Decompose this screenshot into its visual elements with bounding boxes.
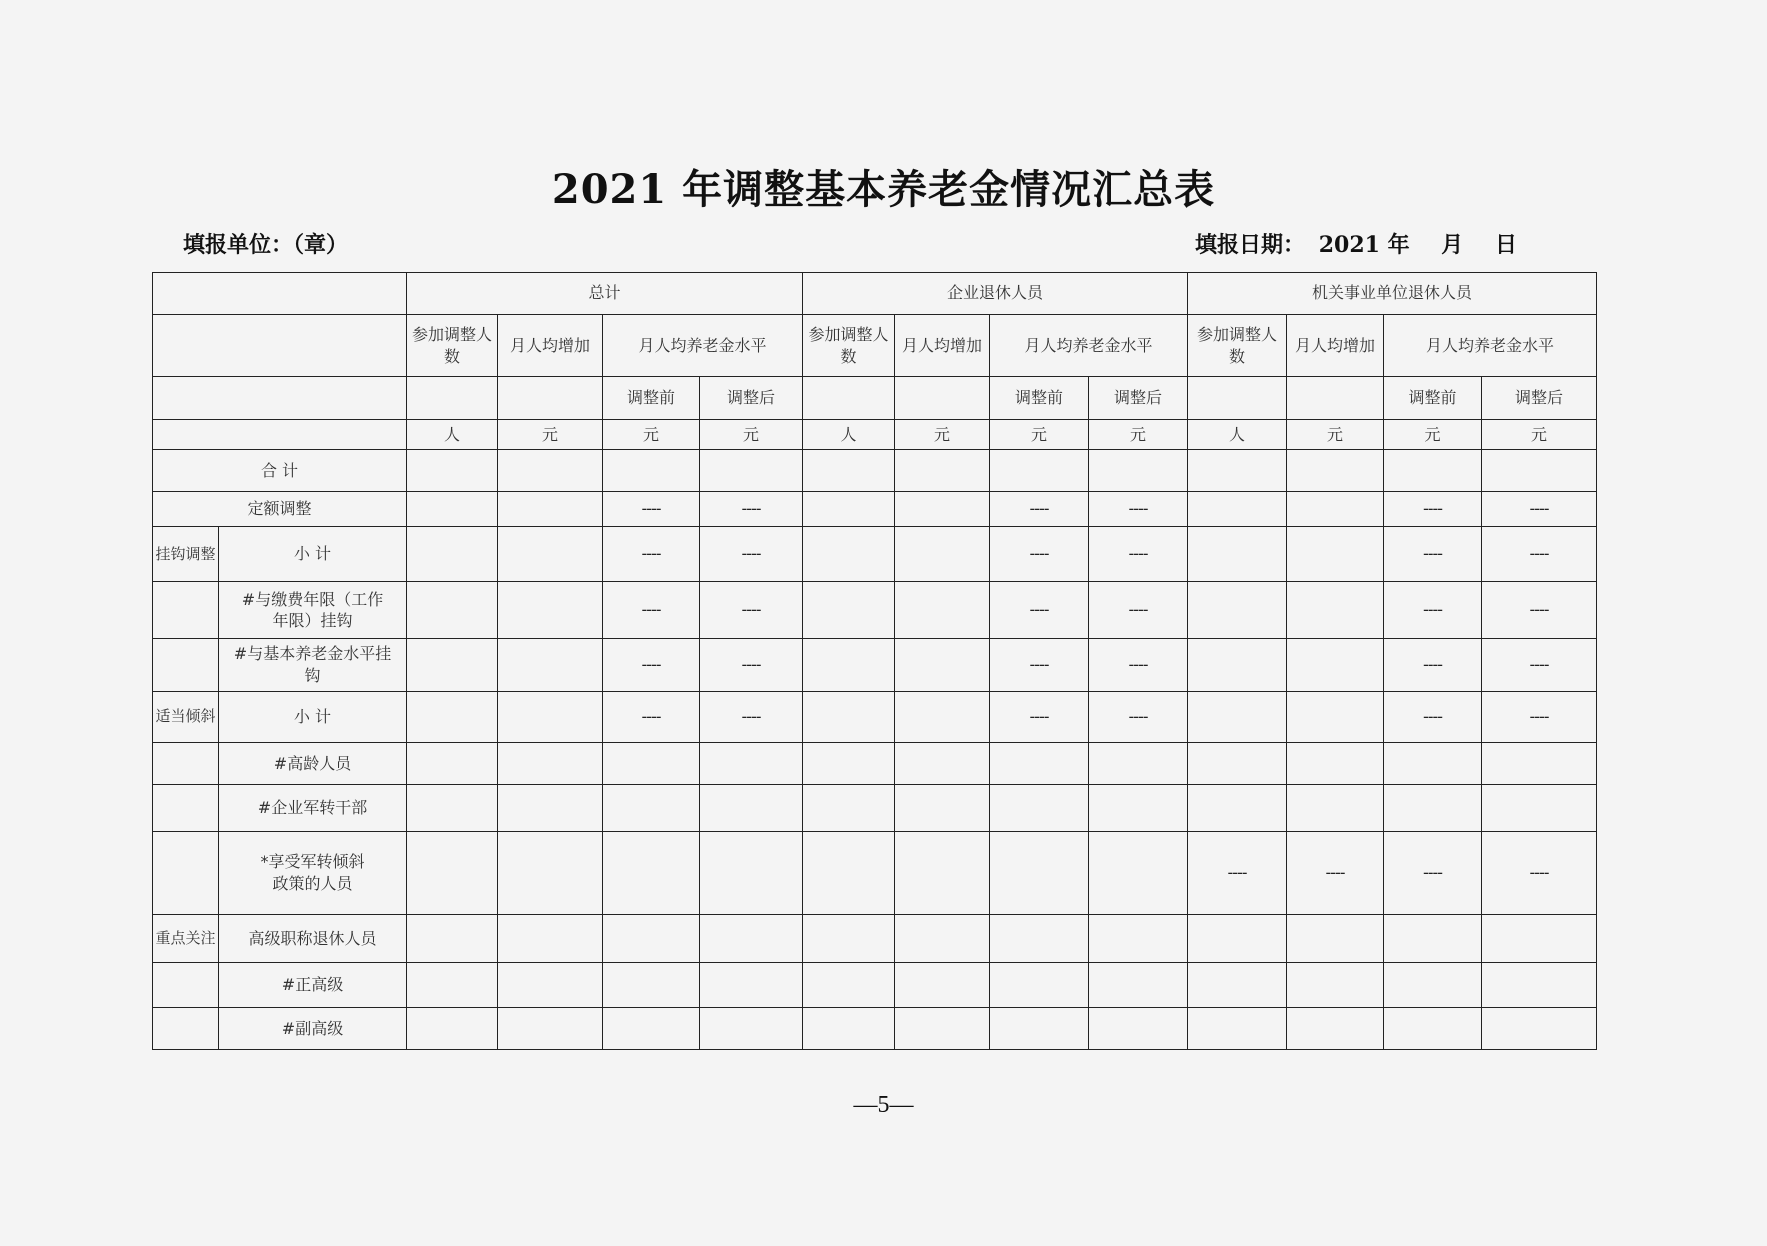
unit-cell: 元 [1384,420,1482,450]
dash-cell: ---- [990,639,1089,692]
row-group-label: 挂钩调整 [153,526,219,582]
dash-cell: ---- [1384,526,1482,582]
table-row-linked-years [153,582,1597,639]
row-label: #与基本养老金水平挂钩 [219,639,407,692]
dash-cell: ---- [700,691,803,742]
corner-cell [153,314,407,377]
table-row-tilt-subtotal [153,691,1597,742]
unit-cell: 元 [1482,420,1597,450]
page-number: —5— [853,1092,914,1118]
header-row-subheaders [153,314,1597,377]
column-header: 参加调整人数 [803,314,895,377]
column-header: 月人均养老金水平 [1384,314,1597,377]
dash-cell: ---- [700,582,803,639]
dash-cell: ---- [1089,639,1188,692]
unit-cell: 人 [1188,420,1287,450]
dash-cell: ---- [603,582,700,639]
reporting-date-day: 日 [1494,232,1517,258]
dash-cell: ---- [603,691,700,742]
table-row-military-policy [153,831,1597,914]
row-label: #副高级 [219,1008,407,1050]
column-header: 调整后 [1482,377,1597,420]
unit-cell: 元 [1089,420,1188,450]
dash-cell: ---- [700,639,803,692]
dash-cell: ---- [1482,639,1597,692]
column-header: 参加调整人数 [407,314,498,377]
table-row-deputy-senior [153,1008,1597,1050]
row-label: #与缴费年限（工作年限）挂钩 [219,582,407,639]
dash-cell: ---- [700,526,803,582]
dash-cell: ---- [1089,691,1188,742]
dash-cell: ---- [1482,831,1597,914]
table-row-elderly [153,742,1597,785]
dash-cell: ---- [1089,526,1188,582]
table-row-linked-subtotal [153,526,1597,582]
dash-cell: ---- [1384,691,1482,742]
dash-cell: ---- [1089,492,1188,526]
header-row-groups [153,273,1597,315]
reporting-date-label: 填报日期： [1195,232,1306,258]
dash-cell: ---- [1384,582,1482,639]
header-row-before-after [153,377,1597,420]
table-row-full-senior [153,962,1597,1008]
row-label: #正高级 [219,962,407,1008]
dash-cell: ---- [603,526,700,582]
row-label: #企业军转干部 [219,785,407,832]
group-header: 总计 [407,273,803,315]
row-label: #高龄人员 [219,742,407,785]
column-header: 月人均增加 [498,314,603,377]
pension-summary-table [152,272,1597,1050]
dash-cell: ---- [603,492,700,526]
unit-cell: 元 [1287,420,1384,450]
dash-cell: ---- [1482,582,1597,639]
dash-cell: ---- [990,691,1089,742]
column-header: 调整前 [990,377,1089,420]
row-group-label: 适当倾斜 [153,691,219,742]
row-label: *享受军转倾斜政策的人员 [219,831,407,914]
dash-cell: ---- [1384,492,1482,526]
unit-cell: 元 [895,420,990,450]
column-header: 参加调整人数 [1188,314,1287,377]
reporting-date-year: 2021 年 [1318,232,1410,258]
dash-cell: ---- [1384,831,1482,914]
corner-cell [153,273,407,315]
reporting-unit: 填报单位：（章） [183,232,349,258]
row-label: 定额调整 [153,492,407,526]
dash-cell: ---- [700,492,803,526]
dash-cell: ---- [1188,831,1287,914]
table-row-total [153,450,1597,492]
table-row-military [153,785,1597,832]
column-header: 月人均增加 [1287,314,1384,377]
dash-cell: ---- [1482,492,1597,526]
table-row-linked-level [153,639,1597,692]
unit-cell: 元 [498,420,603,450]
unit-cell: 人 [803,420,895,450]
dash-cell: ---- [990,526,1089,582]
column-header: 月人均养老金水平 [990,314,1188,377]
unit-cell: 人 [407,420,498,450]
dash-cell: ---- [1287,831,1384,914]
row-label: 高级职称退休人员 [219,914,407,962]
dash-cell: ---- [1089,582,1188,639]
group-header: 机关事业单位退休人员 [1188,273,1597,315]
reporting-date-month: 月 [1441,232,1464,258]
units-row [153,420,1597,450]
row-label: 合 计 [153,450,407,492]
unit-cell: 元 [700,420,803,450]
table-row-senior-title [153,914,1597,962]
column-header: 调整后 [700,377,803,420]
row-label: 小 计 [219,691,407,742]
page-title: 2021 年调整基本养老金情况汇总表 [551,166,1216,213]
dash-cell: ---- [1482,691,1597,742]
column-header: 月人均增加 [895,314,990,377]
row-label: 小 计 [219,526,407,582]
row-group-label: 重点关注 [153,914,219,962]
unit-cell: 元 [990,420,1089,450]
column-header: 调整前 [1384,377,1482,420]
dash-cell: ---- [1482,526,1597,582]
column-header: 调整前 [603,377,700,420]
dash-cell: ---- [990,582,1089,639]
column-header: 调整后 [1089,377,1188,420]
dash-cell: ---- [603,639,700,692]
table-row-fixed [153,492,1597,526]
unit-cell: 元 [603,420,700,450]
reporting-date [1189,228,1517,259]
group-header: 企业退休人员 [803,273,1188,315]
column-header: 月人均养老金水平 [603,314,803,377]
dash-cell: ---- [1384,639,1482,692]
dash-cell: ---- [990,492,1089,526]
